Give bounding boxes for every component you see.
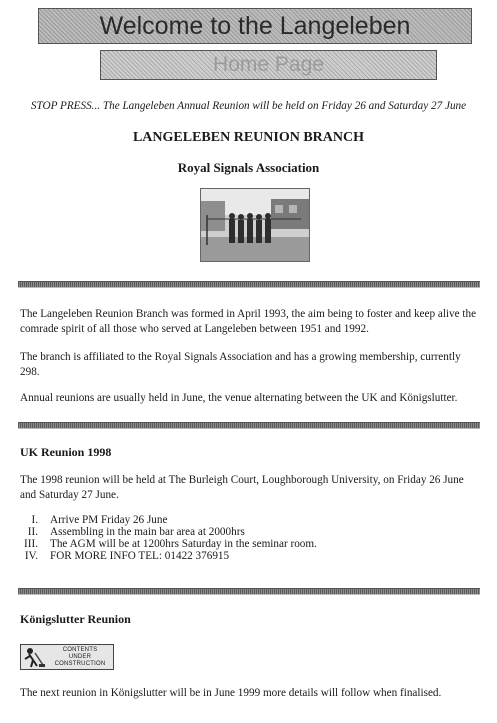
list-item: IV. FOR MORE INFO TEL: 01422 376915 [24, 550, 230, 562]
page-banner-subtitle: Home Page [100, 50, 437, 80]
stop-press-notice: STOP PRESS... The Langeleben Annual Reunion will be held on Friday 26 and Saturday 27 June [30, 100, 467, 112]
section-divider [18, 281, 480, 288]
list-item: II. Assembling in the main bar area at 2000hrs [27, 526, 245, 538]
list-item: I. Arrive PM Friday 26 June [31, 514, 168, 526]
uk-reunion-heading: UK Reunion 1998 [20, 445, 112, 459]
section-divider [18, 588, 480, 595]
construction-worker-icon [21, 645, 47, 669]
group-photo [200, 188, 310, 262]
association-heading: Royal Signals Association [177, 160, 320, 175]
group-photo-image [201, 189, 309, 261]
section-divider [18, 422, 480, 429]
konigslutter-text: The next reunion in Königslutter will be in June 1999 more details will follow when finalised. [20, 687, 442, 699]
uk-reunion-text: The 1998 reunion will be held at The Burleigh Court, Loughborough University, on Friday 26 June and Saturday 27 June. [20, 474, 464, 501]
intro-paragraph-2: The branch is affiliated to the Royal Signals Association and has a growing membership, currently 298. [20, 351, 461, 378]
under-construction-text: CONTENTS UNDER CONSTRUCTION [54, 646, 106, 667]
branch-heading: LANGELEBEN REUNION BRANCH [132, 130, 365, 145]
under-construction-badge [20, 644, 114, 670]
intro-paragraph-3: Annual reunions are usually held in June, the venue alternating between the UK and Königslutter. [20, 392, 458, 404]
konigslutter-heading: Königslutter Reunion [20, 612, 131, 626]
uk-reunion-schedule [20, 514, 317, 562]
page-banner-title: Welcome to the Langeleben [38, 8, 472, 44]
list-item: III. The AGM will be at 1200hrs Saturday in the seminar room. [24, 538, 317, 550]
intro-paragraph-1: The Langeleben Reunion Branch was formed in April 1993, the aim being to foster and keep alive the comrade spirit of all those who served at Langeleben between 1951 and 1992. [20, 308, 477, 335]
